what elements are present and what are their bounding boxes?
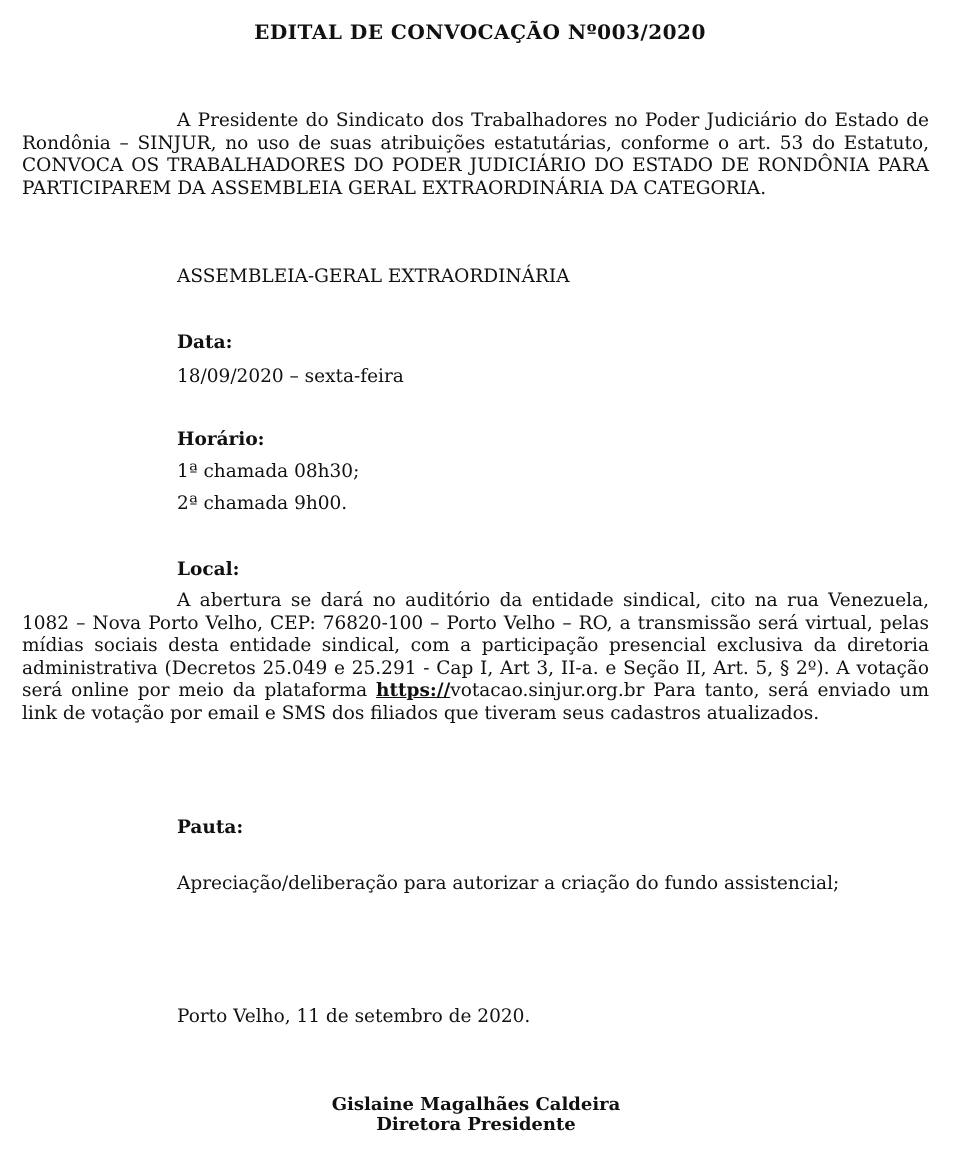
date-label: Data: bbox=[177, 332, 233, 353]
place-date: Porto Velho, 11 de setembro de 2020. bbox=[177, 1006, 531, 1027]
local-label: Local: bbox=[177, 559, 240, 580]
signature-name: Gislaine Magalhães Caldeira bbox=[331, 1094, 621, 1115]
date-value: 18/09/2020 – sexta-feira bbox=[177, 366, 404, 387]
second-call: 2ª chamada 9h00. bbox=[177, 493, 348, 514]
local-text-after-link: votacao.sinjur.org.br Para tanto, será enviado um link de votação por email e SMS dos filiados que tiveram seus cadastros atualizados. bbox=[22, 680, 930, 724]
voting-platform-link[interactable]: https:// bbox=[376, 680, 451, 701]
pauta-paragraph: Apreciação/deliberação para autorizar a criação do fundo assistencial; bbox=[177, 873, 840, 894]
schedule-label: Horário: bbox=[177, 429, 265, 450]
document-title: EDITAL DE CONVOCAÇÃO Nº003/2020 bbox=[254, 20, 706, 44]
assembly-heading: ASSEMBLEIA-GERAL EXTRAORDINÁRIA bbox=[177, 266, 570, 287]
signature-role: Diretora Presidente bbox=[376, 1114, 576, 1135]
local-text-before-link: A abertura se dará no auditório da entidade sindical, cito na rua Venezuela, 1082 – Nova Porto Velho, CEP: 76820-100 – Porto Velho – RO, a transmissão será virtual, pelas mídias sociais desta entidade sindical, com a participação presencial exclusiva da diretoria administrativa (Decretos 25.049 e 25.291 - Cap I, Art 3, II-a. e Seção II, Art. 5, § 2º). A votação será online por meio da plataforma bbox=[22, 590, 929, 701]
intro-paragraph: A Presidente do Sindicato dos Trabalhadores no Poder Judiciário do Estado de Rondônia – SINJUR, no uso de suas atribuições estatutárias, conforme o art. 53 do Estatuto, CONVOCA OS TRABALHADORES DO PODER JUDICIÁRIO DO ESTADO DE RONDÔNIA PARA PARTICIPAREM DA ASSEMBLEIA GERAL EXTRAORDINÁRIA DA CATEGORIA. bbox=[22, 110, 929, 199]
first-call: 1ª chamada 08h30; bbox=[177, 461, 360, 482]
local-paragraph bbox=[22, 590, 929, 725]
pauta-label: Pauta: bbox=[177, 817, 244, 838]
